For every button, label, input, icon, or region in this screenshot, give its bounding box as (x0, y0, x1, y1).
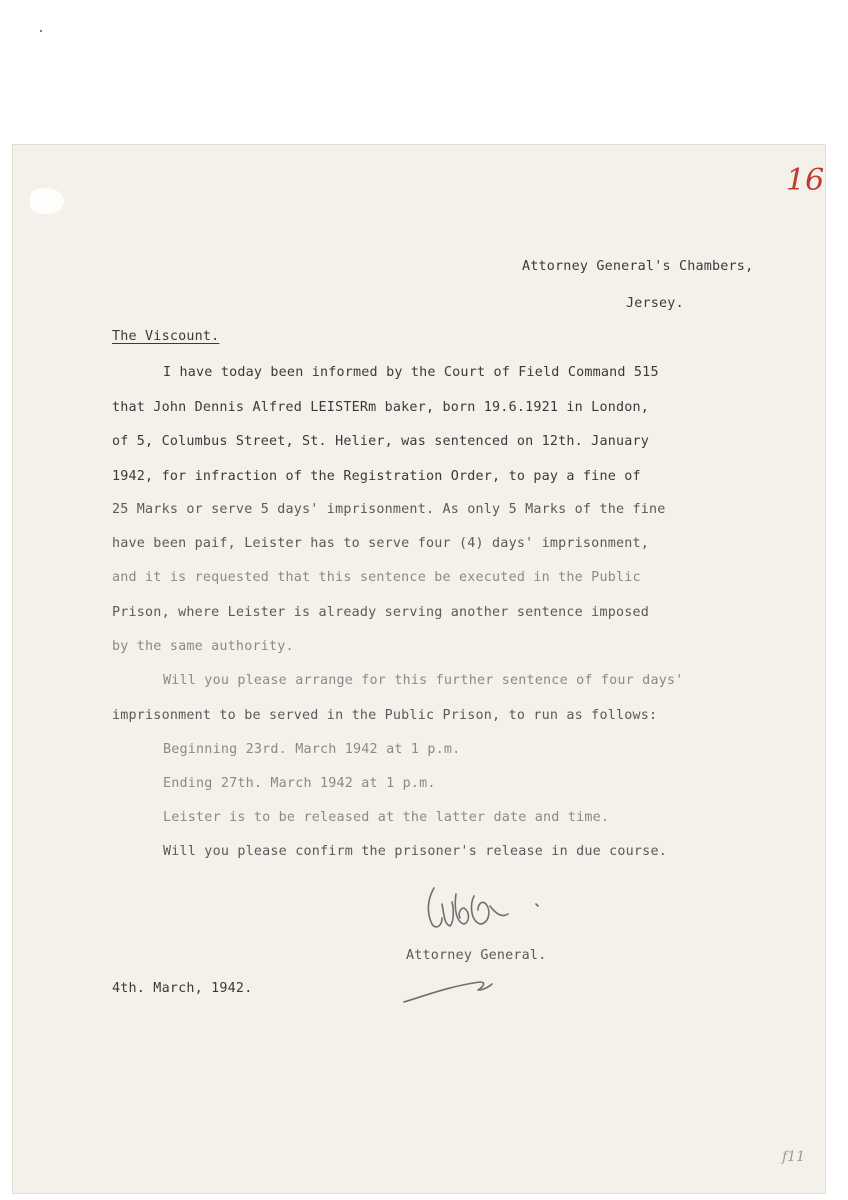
schedule-line: Leister is to be released at the latter date and time. (163, 810, 610, 825)
body-line: Will you please arrange for this further sentence of four days' (163, 673, 684, 688)
body-line: have been paif, Leister has to serve four (4) days' imprisonment, (112, 536, 650, 551)
body-line: by the same authority. (112, 639, 294, 654)
paper-tear (30, 188, 64, 214)
signatory-title: Attorney General. (406, 948, 547, 963)
letter-sheet (12, 144, 826, 1194)
address-line-1: Attorney General's Chambers, (522, 259, 754, 274)
address-line-2: Jersey. (626, 296, 684, 311)
page-number: 16 (786, 163, 825, 198)
body-line: 25 Marks or serve 5 days' imprisonment. As only 5 Marks of the fine (112, 502, 666, 517)
folio-number: f11 (782, 1149, 805, 1165)
body-line: and it is requested that this sentence be executed in the Public (112, 570, 641, 585)
schedule-line: Ending 27th. March 1942 at 1 p.m. (163, 776, 436, 791)
body-line: Prison, where Leister is already serving another sentence imposed (112, 605, 650, 620)
stray-mark (40, 30, 42, 32)
signature-mark (398, 874, 558, 1004)
letter-date: 4th. March, 1942. (112, 981, 253, 996)
body-line: I have today been informed by the Court of Field Command 515 (163, 365, 659, 380)
body-line: that John Dennis Alfred LEISTERm baker, born 19.6.1921 in London, (112, 400, 650, 415)
body-line: 1942, for infraction of the Registration Order, to pay a fine of (112, 469, 641, 484)
body-line: imprisonment to be served in the Public Prison, to run as follows: (112, 708, 658, 723)
schedule-line: Beginning 23rd. March 1942 at 1 p.m. (163, 742, 461, 757)
schedule-line: Will you please confirm the prisoner's release in due course. (163, 844, 667, 859)
body-line: of 5, Columbus Street, St. Helier, was sentenced on 12th. January (112, 434, 650, 449)
addressee: The Viscount. (112, 329, 220, 344)
